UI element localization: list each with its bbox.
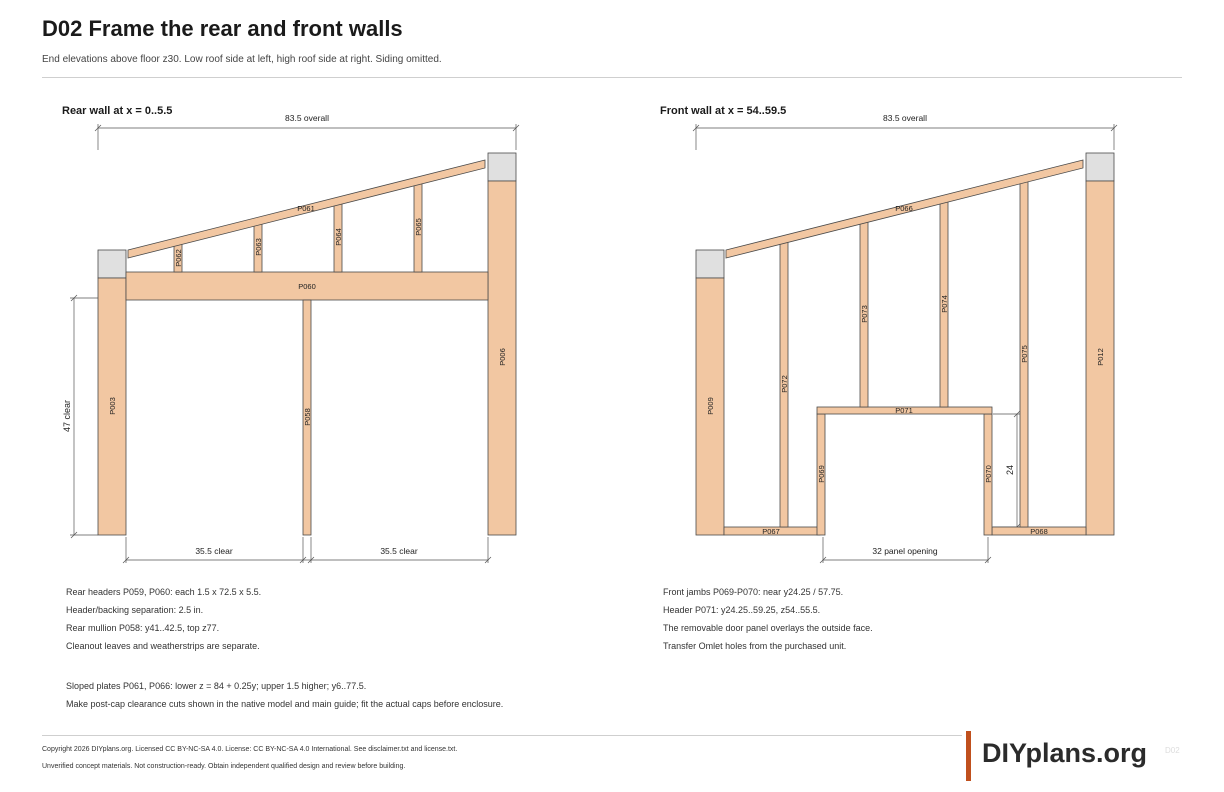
logo-accent-bar [966,731,971,781]
label-p069: P069 [817,465,826,483]
front-note: Transfer Omlet holes from the purchased unit. [663,641,847,651]
label-p062: P062 [174,249,183,267]
site-logo[interactable]: DIYplans.org [982,738,1148,768]
rear-wall-title: Rear wall at x = 0..5.5 [62,105,173,117]
front-note: Header P071: y24.25..59.25, z54..55.5. [663,605,821,615]
label-p061: P061 [297,204,315,213]
front-wall-elevation [612,0,1224,580]
label-p003: P003 [108,397,117,415]
label-p072: P072 [780,375,789,393]
label-p068: P068 [1030,527,1048,536]
label-p071: P071 [895,406,913,415]
rear-overall-label: 83.5 overall [285,113,329,123]
rear-note: Rear headers P059, P060: each 1.5 x 72.5 x 5.5. [66,587,262,597]
label-p064: P064 [334,228,343,246]
front-opening-height-label: 24 [1005,464,1015,476]
page-title: D02 Frame the rear and front walls [42,16,403,41]
sloped-plate-notes [66,677,503,713]
rear-left-post-cap [98,250,126,278]
front-left-post-cap [696,250,724,278]
rear-clear-height-label: 47 clear [62,399,72,433]
front-note: The removable door panel overlays the outside face. [663,623,873,633]
label-p065: P065 [414,218,423,236]
label-p067: P067 [762,527,780,536]
rear-note: Cleanout leaves and weatherstrips are separate. [66,641,260,651]
footer-divider [42,735,962,736]
front-opening-width-label: 32 panel opening [872,546,938,556]
rear-clear-right-label: 35.5 clear [380,546,418,556]
front-right-post-cap [1086,153,1114,181]
label-p073: P073 [860,305,869,323]
page-number: D02 [1165,746,1180,755]
footer-copyright: Copyright 2026 DIYplans.org. Licensed CC BY-NC-SA 4.0. License: CC BY-NC-SA 4.0 International. See disclaimer.txt and license.txt. [42,746,458,753]
label-p074: P074 [940,295,949,313]
label-p075: P075 [1020,345,1029,363]
rear-note: Header/backing separation: 2.5 in. [66,605,204,615]
rear-right-post-cap [488,153,516,181]
sloped-note: Sloped plates P061, P066: lower z = 84 + 0.25y; upper 1.5 higher; y6..77.5. [66,681,367,691]
rear-note: Rear mullion P058: y41..42.5, top z77. [66,623,220,633]
front-wall-title: Front wall at x = 54..59.5 [660,105,787,117]
label-p058: P058 [303,408,312,426]
label-p066: P066 [895,204,913,213]
rear-clear-left-label: 35.5 clear [195,546,233,556]
label-p012: P012 [1096,348,1105,366]
front-notes [663,583,873,655]
label-p006: P006 [498,348,507,366]
front-note: Front jambs P069-P070: near y24.25 / 57.75. [663,587,844,597]
page-subtitle: End elevations above floor z30. Low roof side at left, high roof side at right. Siding omitted. [42,54,442,65]
label-p060: P060 [298,282,316,291]
front-overall-label: 83.5 overall [883,113,927,123]
label-p009: P009 [706,397,715,415]
footer-disclaimer: Unverified concept materials. Not construction-ready. Obtain independent qualified design and review before building. [42,763,406,770]
label-p063: P063 [254,238,263,256]
rear-wall-elevation [0,0,612,580]
rear-notes [66,583,261,655]
label-p070: P070 [984,465,993,483]
sloped-note: Make post-cap clearance cuts shown in the native model and main guide; fit the actual caps before enclosure. [66,699,504,709]
